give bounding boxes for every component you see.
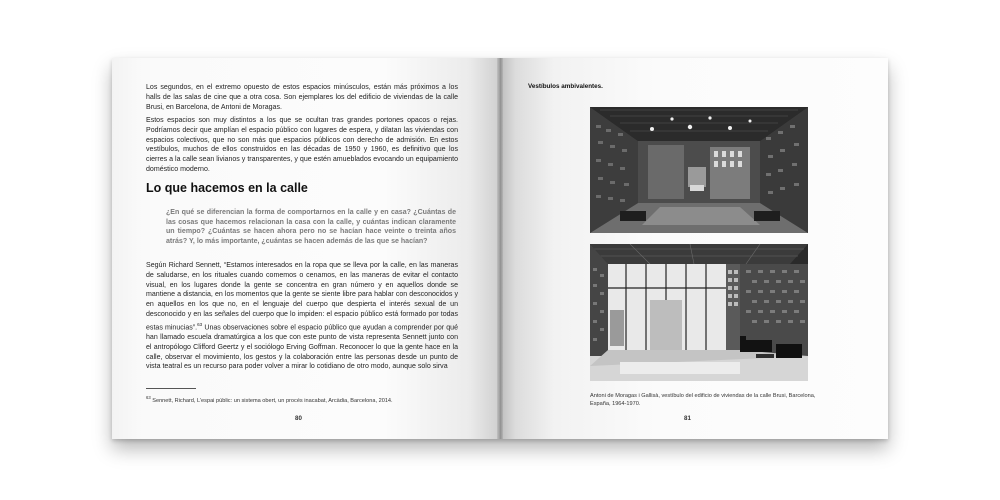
pull-quote: ¿En qué se diferencian la forma de comportarnos en la calle y en casa? ¿Cuántas de las cosas que hacemos relacionan la casa con la calle, y cuántas indican claramente un tiempo? ¿Cuántas se hacen ahora pero no se hacían hace veinte o treinta años atrás? Y, lo más importante, ¿cuántas se hacen además de las que se hacían? [166,209,456,245]
right-page [500,58,888,439]
footnote [146,394,466,405]
footnote-reference: 63 [197,321,203,327]
footnote-divider [146,388,196,389]
photo-lobby-entrance [590,244,808,381]
page-number-right: 81 [684,415,691,422]
photo-caption: Antoni de Moragas i Gallisà, vestíbulo del edificio de viviendas de la calle Brusi, Barcelona, España, 1964-1970. [590,393,816,407]
paragraph-3-part-1: Según Richard Sennett, “Estamos interesados en la ropa que se lleva por la calle, en las maneras de saludarse, en los rituales cuando comemos o cenamos, en las maneras de evitar el contacto visual, en los lugares donde la gente se concentra en gran número y en aquellos donde se mantiene a distancia, en los momentos que la gente se siente libre para hablar con desconocidos y en aquellos en los que no, en el lenguaje del cuerpo que despierta el interés sexual de un desconocido y en las señales del cuerpo que lo impiden: el espacio público está formado por todas estas minucias”. [146,262,458,332]
book-spine [497,58,503,439]
footnote-number: 63 [146,395,151,400]
page-number-left: 80 [295,415,302,422]
paragraph-3 [146,261,458,372]
paragraph-3-part-2: Unas observaciones sobre el espacio público que ayudan a comprender por qué han llamado escuela dramatúrgica a los que con este punto de vista representa Sennett junto con el antropólogo Clifford Geertz y el sociólogo Erving Goffman. Reconocer lo que la gente hace en la calle, observar el movimiento, los gestos y la colaboración entre las personas desde un punto de vista teatral es un recurso para poder volver a mirar lo cotidiano de otro modo, aunque solo sirva [146,324,458,371]
paragraph-1: Los segundos, en el extremo opuesto de estos espacios minúsculos, están más próximos a los halls de las salas de cine que a otra cosa. Son ejemplares los del edificio de viviendas de la calle Brusi, en Barcelona, de Antoni de Moragas. [146,84,458,111]
left-page [112,58,500,439]
photo-lobby-interior [590,107,808,233]
open-book [112,58,888,439]
footnote-text: Sennett, Richard, L’espai públic: un sistema obert, un procés inacabat, Arcàdia, Barcelona, 2014. [152,397,393,404]
section-title: Vestíbulos ambivalentes. [528,83,603,90]
section-heading: Lo que hacemos en la calle [146,181,308,195]
paragraph-2: Estos espacios son muy distintos a los que se ocultan tras grandes portones opacos o rejas. Podríamos decir que amplían el espacio público con lugares de espera, y dilatan las viviendas con espacios colectivos, que no son más que espacios públicos con derecho de admisión. En estos vestíbulos, muchos de ellos construidos en las décadas de 1950 y 1960, es definitivo que los cierres a la calle sean livianos y transparentes, y que estén amueblados evocando un equipamiento doméstico moderno. [146,117,458,173]
